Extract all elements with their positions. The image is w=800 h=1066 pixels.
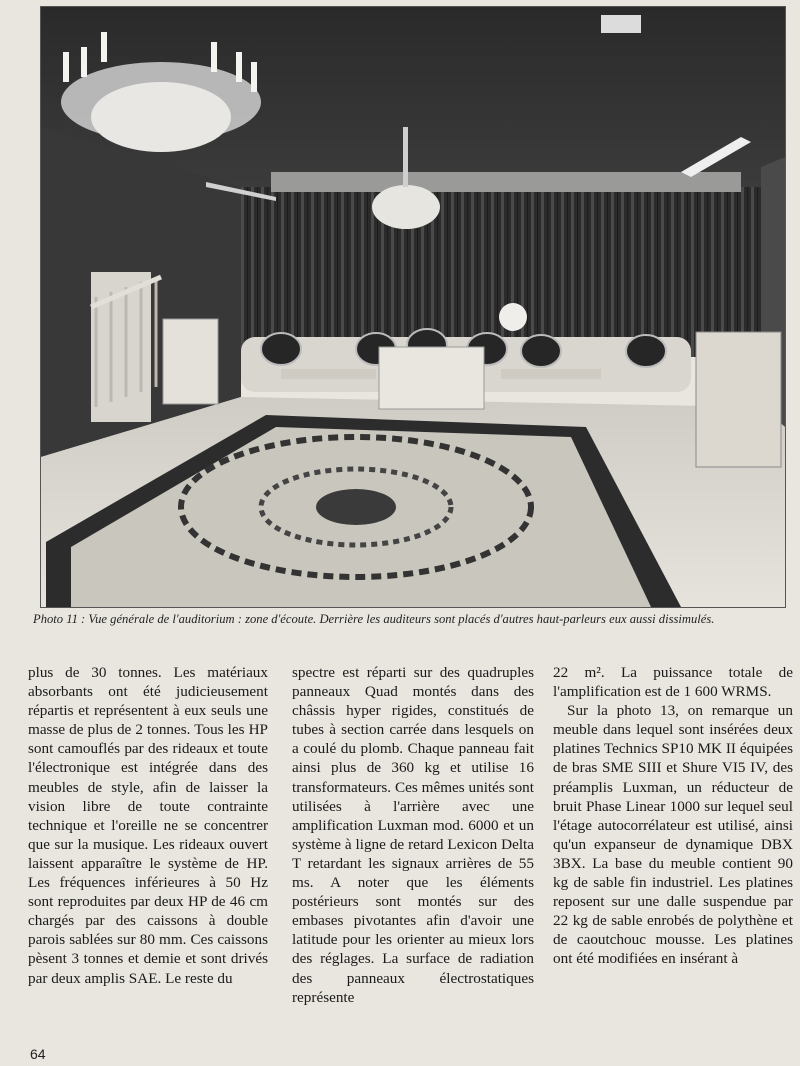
column-2 (292, 663, 534, 1007)
paragraph: 22 m². La puissance totale de l'amplification est de 1 600 WRMS. (553, 664, 793, 701)
paragraph: spectre est réparti sur des quadruples panneaux Quad montés dans des châssis hyper rigides, constitués de tubes à section carrée dans lesquels on a coulé du plomb. Chaque panneau fait ainsi plus de 360 kg et utilise 16 transformateurs. Ces mêmes unités sont utilisées à l'arrière avec une amplification Luxman mod. 6000 et un système à ligne de retard Lexicon Delta T retardant les signaux arrières de 55 ms. A noter que les éléments postérieurs sont montés sur des embases pivotantes afin d'avoir une latitude pour les orienter au mieux lors des réglages. La surface de radiation des panneaux électrostatiques représente (292, 664, 534, 1006)
auditorium-photo-icon (41, 7, 785, 607)
column-3 (553, 663, 793, 969)
column-1 (28, 663, 268, 988)
paragraph: Sur la photo 13, on remarque un meuble dans lequel sont insérées deux platines Technics SP10 MK II équipées de bras SME SIII et Shure VI5 IV, des préamplis Luxman, un réducteur de bruit Phase Linear 1000 sur lequel seul l'étage autocorrélateur est utilisé, ainsi qu'un expanseur de dynamique DBX 3BX. La base du meuble contient 90 kg de sable fin industriel. Les platines reposent sur une dalle suspendue par 22 kg de sable enrobés de polythène et de caoutchouc mousse. Les platines ont été modifiées en insérant à (553, 702, 793, 968)
page-number: 64 (30, 1046, 46, 1062)
article-body (0, 663, 800, 1043)
paragraph: plus de 30 tonnes. Les matériaux absorbants ont été judicieusement répartis et représentent à eux seuls une masse de plus de 2 tonnes. Tous les HP sont camouflés par des rideaux et toute l'électronique est intégrée dans des meubles de style, afin de laisser la vision libre de toute contrainte technique et l'oreille ne se concentrer que sur la musique. Les rideaux ouvert laissent apparaître le système de HP. Les fréquences inférieures à 50 Hz sont reproduites par deux HP de 46 cm chargés par des caissons à double parois sablées sur 80 mm. Ces caissons pèsent 3 tonnes et demie et sont drivés par deux amplis SAE. Le reste du (28, 664, 268, 987)
photo-caption: Photo 11 : Vue générale de l'auditorium : zone d'écoute. Derrière les auditeurs sont placés d'autres haut-parleurs eux aussi dissimulés. (33, 612, 715, 626)
auditorium-photo (40, 6, 786, 608)
